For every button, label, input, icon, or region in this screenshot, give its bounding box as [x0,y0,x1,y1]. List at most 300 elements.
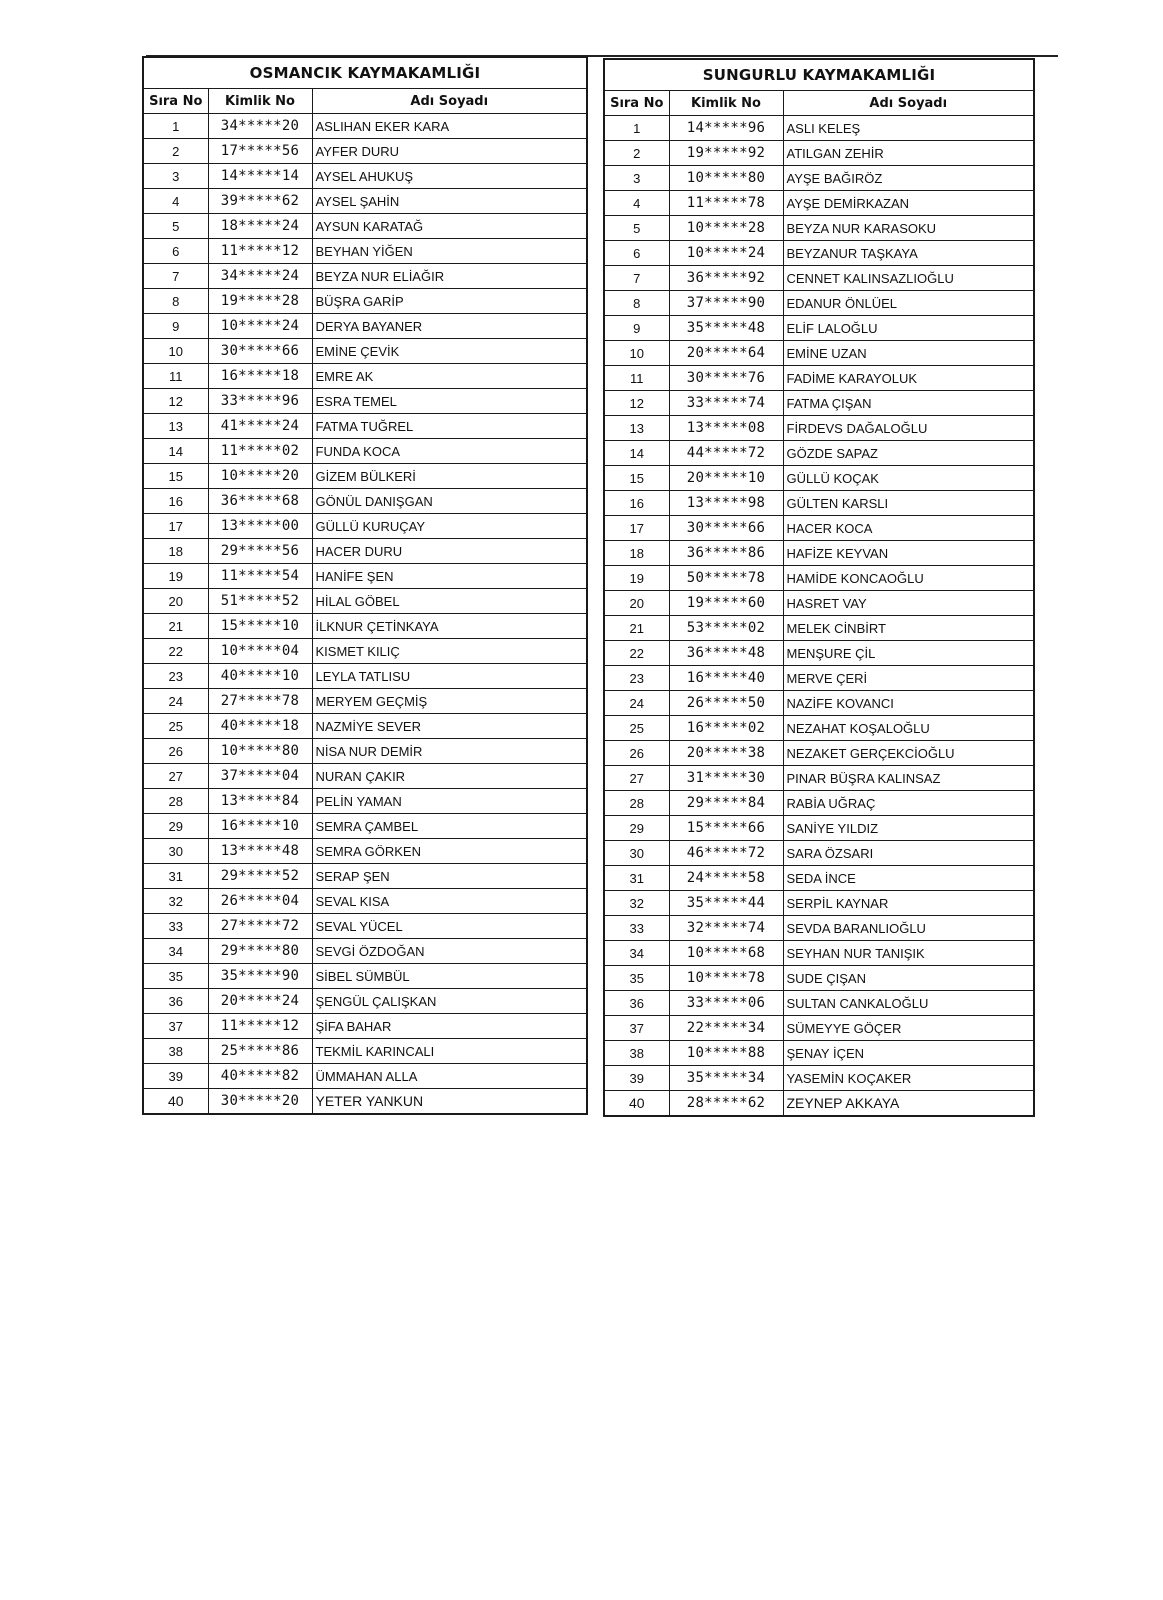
table-row [143,789,587,814]
name-cell: AYSEL ŞAHİN [312,189,587,214]
kimlik-no-cell: 37*****90 [669,291,783,316]
name-cell: HANİFE ŞEN [312,564,587,589]
table-row [143,939,587,964]
row-number: 1 [604,116,669,141]
row-number: 2 [143,139,208,164]
name-cell: HACER DURU [312,539,587,564]
table-row [143,739,587,764]
row-number: 39 [143,1064,208,1089]
name-cell: ŞİFA BAHAR [312,1014,587,1039]
row-number: 39 [604,1066,669,1091]
kimlik-no-cell: 10*****68 [669,941,783,966]
kimlik-no-cell: 20*****38 [669,741,783,766]
table-row [143,664,587,689]
table-row [604,1041,1034,1066]
kimlik-no-cell: 50*****78 [669,566,783,591]
row-number: 40 [604,1091,669,1117]
name-cell: EMİNE UZAN [783,341,1034,366]
row-number: 13 [604,416,669,441]
name-cell: ZEYNEP AKKAYA [783,1091,1034,1117]
name-cell: AYFER DURU [312,139,587,164]
row-number: 2 [604,141,669,166]
name-cell: NİSA NUR DEMİR [312,739,587,764]
name-cell: EDANUR ÖNLÜEL [783,291,1034,316]
table-row [604,516,1034,541]
table-row [604,841,1034,866]
kimlik-no-cell: 15*****10 [208,614,312,639]
table-row [143,189,587,214]
table-row [143,689,587,714]
row-number: 3 [604,166,669,191]
name-cell: FATMA TUĞREL [312,414,587,439]
kimlik-no-cell: 33*****96 [208,389,312,414]
name-cell: AYŞE BAĞIRÖZ [783,166,1034,191]
kimlik-no-cell: 10*****78 [669,966,783,991]
kimlik-no-cell: 36*****68 [208,489,312,514]
table-row [143,364,587,389]
kimlik-no-cell: 27*****72 [208,914,312,939]
kimlik-no-cell: 34*****20 [208,114,312,139]
kimlik-no-cell: 10*****04 [208,639,312,664]
table-row [143,1064,587,1089]
table-row [604,866,1034,891]
row-number: 31 [604,866,669,891]
table-row [143,289,587,314]
kimlik-no-cell: 36*****48 [669,641,783,666]
table-row [604,366,1034,391]
table-row [143,414,587,439]
name-cell: GÖNÜL DANIŞGAN [312,489,587,514]
kimlik-no-cell: 36*****86 [669,541,783,566]
name-cell: SÜMEYYE GÖÇER [783,1016,1034,1041]
kimlik-no-cell: 15*****66 [669,816,783,841]
name-cell: PINAR BÜŞRA KALINSAZ [783,766,1034,791]
row-number: 17 [604,516,669,541]
table-row [604,1066,1034,1091]
kimlik-no-cell: 33*****06 [669,991,783,1016]
kimlik-no-cell: 10*****24 [669,241,783,266]
kimlik-no-cell: 10*****24 [208,314,312,339]
kimlik-no-cell: 16*****18 [208,364,312,389]
row-number: 36 [143,989,208,1014]
row-number: 18 [604,541,669,566]
row-number: 5 [604,216,669,241]
row-number: 20 [604,591,669,616]
kimlik-no-cell: 10*****28 [669,216,783,241]
kimlik-no-cell: 30*****76 [669,366,783,391]
kimlik-no-cell: 11*****12 [208,239,312,264]
table-row [143,989,587,1014]
kimlik-no-cell: 17*****56 [208,139,312,164]
name-cell: EMRE AK [312,364,587,389]
table-row [143,914,587,939]
kimlik-no-cell: 25*****86 [208,1039,312,1064]
name-cell: SEVDA BARANLIOĞLU [783,916,1034,941]
row-number: 4 [143,189,208,214]
table-title: OSMANCIK KAYMAKAMLIĞI [143,57,587,89]
kimlik-no-cell: 30*****20 [208,1089,312,1115]
kimlik-no-cell: 27*****78 [208,689,312,714]
kimlik-no-cell: 36*****92 [669,266,783,291]
row-number: 7 [604,266,669,291]
kimlik-no-cell: 10*****80 [669,166,783,191]
table-row [143,489,587,514]
table-row [143,1039,587,1064]
kimlik-no-cell: 19*****92 [669,141,783,166]
table-row [604,766,1034,791]
table-row [143,114,587,139]
name-cell: ASLI KELEŞ [783,116,1034,141]
table-row [604,966,1034,991]
table-row [143,439,587,464]
row-number: 16 [604,491,669,516]
table-row [143,164,587,189]
row-number: 33 [604,916,669,941]
table-row [143,889,587,914]
table-title: SUNGURLU KAYMAKAMLIĞI [604,59,1034,91]
row-number: 12 [604,391,669,416]
name-cell: DERYA BAYANER [312,314,587,339]
kimlik-no-cell: 20*****10 [669,466,783,491]
kimlik-no-cell: 35*****48 [669,316,783,341]
row-number: 30 [143,839,208,864]
table-row [604,691,1034,716]
name-cell: HAFİZE KEYVAN [783,541,1034,566]
table-row [143,964,587,989]
row-number: 27 [604,766,669,791]
name-cell: MELEK CİNBİRT [783,616,1034,641]
kimlik-no-cell: 16*****10 [208,814,312,839]
table-row [604,716,1034,741]
table-row [604,891,1034,916]
row-number: 19 [604,566,669,591]
table-row [604,441,1034,466]
name-cell: FADİME KARAYOLUK [783,366,1034,391]
name-cell: KISMET KILIÇ [312,639,587,664]
name-cell: BEYHAN YİĞEN [312,239,587,264]
table-row [604,741,1034,766]
name-cell: MENŞURE ÇİL [783,641,1034,666]
table-row [604,291,1034,316]
row-number: 28 [604,791,669,816]
name-cell: SEDA İNCE [783,866,1034,891]
name-cell: ÜMMAHAN ALLA [312,1064,587,1089]
row-number: 1 [143,114,208,139]
row-number: 22 [143,639,208,664]
kimlik-no-cell: 44*****72 [669,441,783,466]
table-row [143,639,587,664]
table-row [604,641,1034,666]
name-cell: NURAN ÇAKIR [312,764,587,789]
name-cell: SEMRA GÖRKEN [312,839,587,864]
kimlik-no-cell: 26*****50 [669,691,783,716]
name-cell: SANİYE YILDIZ [783,816,1034,841]
kimlik-no-cell: 40*****82 [208,1064,312,1089]
table-row [604,216,1034,241]
table-row [604,191,1034,216]
kimlik-no-cell: 40*****18 [208,714,312,739]
row-number: 34 [143,939,208,964]
kimlik-no-cell: 13*****84 [208,789,312,814]
name-cell: GİZEM BÜLKERİ [312,464,587,489]
table-row [604,491,1034,516]
table-row [143,714,587,739]
table-row [143,139,587,164]
table-row [604,241,1034,266]
row-number: 31 [143,864,208,889]
name-cell: NEZAHAT KOŞALOĞLU [783,716,1034,741]
name-cell: SEVAL KISA [312,889,587,914]
row-number: 22 [604,641,669,666]
row-number: 17 [143,514,208,539]
kimlik-no-cell: 11*****78 [669,191,783,216]
name-cell: İLKNUR ÇETİNKAYA [312,614,587,639]
name-cell: SERPİL KAYNAR [783,891,1034,916]
header-sira-no: Sıra No [143,89,208,114]
name-cell: SİBEL SÜMBÜL [312,964,587,989]
row-number: 28 [143,789,208,814]
kimlik-no-cell: 29*****52 [208,864,312,889]
row-number: 26 [143,739,208,764]
table-row [604,541,1034,566]
name-cell: FUNDA KOCA [312,439,587,464]
kimlik-no-cell: 46*****72 [669,841,783,866]
header-adi-soyadi: Adı Soyadı [312,89,587,114]
kimlik-no-cell: 11*****12 [208,1014,312,1039]
row-number: 25 [604,716,669,741]
name-cell: FİRDEVS DAĞALOĞLU [783,416,1034,441]
kimlik-no-cell: 41*****24 [208,414,312,439]
row-number: 37 [143,1014,208,1039]
table-row [604,316,1034,341]
table-row [143,314,587,339]
kimlik-no-cell: 31*****30 [669,766,783,791]
row-number: 38 [604,1041,669,1066]
table-row [604,666,1034,691]
kimlik-no-cell: 20*****64 [669,341,783,366]
kimlik-no-cell: 11*****54 [208,564,312,589]
name-cell: SEMRA ÇAMBEL [312,814,587,839]
name-cell: SUDE ÇIŞAN [783,966,1034,991]
row-number: 35 [143,964,208,989]
row-number: 8 [143,289,208,314]
sungurlu-table [603,58,1035,1117]
kimlik-no-cell: 18*****24 [208,214,312,239]
kimlik-no-cell: 24*****58 [669,866,783,891]
name-cell: HAMİDE KONCAOĞLU [783,566,1034,591]
table-row [604,991,1034,1016]
table-row [604,566,1034,591]
table-row [604,591,1034,616]
row-number: 23 [143,664,208,689]
name-cell: ŞENAY İÇEN [783,1041,1034,1066]
row-number: 19 [143,564,208,589]
name-cell: PELİN YAMAN [312,789,587,814]
kimlik-no-cell: 30*****66 [669,516,783,541]
row-number: 18 [143,539,208,564]
table-row [604,391,1034,416]
table-row [604,116,1034,141]
row-number: 38 [143,1039,208,1064]
kimlik-no-cell: 35*****90 [208,964,312,989]
table-row [604,466,1034,491]
name-cell: LEYLA TATLISU [312,664,587,689]
row-number: 21 [604,616,669,641]
kimlik-no-cell: 53*****02 [669,616,783,641]
kimlik-no-cell: 40*****10 [208,664,312,689]
kimlik-no-cell: 10*****80 [208,739,312,764]
table-row [143,339,587,364]
kimlik-no-cell: 26*****04 [208,889,312,914]
row-number: 37 [604,1016,669,1041]
row-number: 32 [143,889,208,914]
name-cell: ŞENGÜL ÇALIŞKAN [312,989,587,1014]
kimlik-no-cell: 10*****88 [669,1041,783,1066]
row-number: 35 [604,966,669,991]
row-number: 25 [143,714,208,739]
header-sira-no: Sıra No [604,91,669,116]
name-cell: GÜLLÜ KOÇAK [783,466,1034,491]
header-kimlik-no: Kimlik No [669,91,783,116]
row-number: 26 [604,741,669,766]
table-row [143,1014,587,1039]
kimlik-no-cell: 35*****44 [669,891,783,916]
name-cell: SEVGİ ÖZDOĞAN [312,939,587,964]
kimlik-no-cell: 29*****56 [208,539,312,564]
row-number: 36 [604,991,669,1016]
kimlik-no-cell: 14*****96 [669,116,783,141]
name-cell: HASRET VAY [783,591,1034,616]
row-number: 29 [604,816,669,841]
row-number: 24 [143,689,208,714]
table-row [143,589,587,614]
row-number: 7 [143,264,208,289]
row-number: 14 [604,441,669,466]
row-number: 33 [143,914,208,939]
row-number: 15 [143,464,208,489]
row-number: 15 [604,466,669,491]
name-cell: MERYEM GEÇMİŞ [312,689,587,714]
table-row [604,166,1034,191]
row-number: 29 [143,814,208,839]
row-number: 8 [604,291,669,316]
kimlik-no-cell: 16*****02 [669,716,783,741]
name-cell: SERAP ŞEN [312,864,587,889]
name-cell: CENNET KALINSAZLIOĞLU [783,266,1034,291]
row-number: 12 [143,389,208,414]
name-cell: FATMA ÇIŞAN [783,391,1034,416]
kimlik-no-cell: 19*****60 [669,591,783,616]
name-cell: TEKMİL KARINCALI [312,1039,587,1064]
kimlik-no-cell: 33*****74 [669,391,783,416]
name-cell: SULTAN CANKALOĞLU [783,991,1034,1016]
name-cell: GÜLTEN KARSLI [783,491,1034,516]
table-row [143,389,587,414]
row-number: 32 [604,891,669,916]
kimlik-no-cell: 22*****34 [669,1016,783,1041]
kimlik-no-cell: 28*****62 [669,1091,783,1117]
name-cell: BEYZANUR TAŞKAYA [783,241,1034,266]
row-number: 13 [143,414,208,439]
row-number: 27 [143,764,208,789]
table-row [604,341,1034,366]
table-row [143,839,587,864]
table-row [604,416,1034,441]
table-row [604,1016,1034,1041]
row-number: 10 [143,339,208,364]
name-cell: ELİF LALOĞLU [783,316,1034,341]
table-row [143,1089,587,1115]
row-number: 5 [143,214,208,239]
table-row [604,916,1034,941]
name-cell: RABİA UĞRAÇ [783,791,1034,816]
kimlik-no-cell: 14*****14 [208,164,312,189]
table-row [143,564,587,589]
kimlik-no-cell: 29*****80 [208,939,312,964]
table-row [143,539,587,564]
row-number: 11 [604,366,669,391]
table-row [604,1091,1034,1117]
table-row [143,214,587,239]
kimlik-no-cell: 13*****48 [208,839,312,864]
name-cell: GÜLLÜ KURUÇAY [312,514,587,539]
kimlik-no-cell: 51*****52 [208,589,312,614]
table-row [604,816,1034,841]
kimlik-no-cell: 20*****24 [208,989,312,1014]
kimlik-no-cell: 13*****00 [208,514,312,539]
name-cell: EMİNE ÇEVİK [312,339,587,364]
kimlik-no-cell: 32*****74 [669,916,783,941]
name-cell: BÜŞRA GARİP [312,289,587,314]
name-cell: ASLIHAN EKER KARA [312,114,587,139]
kimlik-no-cell: 11*****02 [208,439,312,464]
table-row [143,764,587,789]
row-number: 4 [604,191,669,216]
row-number: 10 [604,341,669,366]
name-cell: SEYHAN NUR TANIŞIK [783,941,1034,966]
row-number: 9 [143,314,208,339]
name-cell: AYSEL AHUKUŞ [312,164,587,189]
row-number: 9 [604,316,669,341]
table-row [143,614,587,639]
row-number: 23 [604,666,669,691]
table-row [143,264,587,289]
name-cell: GÖZDE SAPAZ [783,441,1034,466]
table-row [604,266,1034,291]
name-cell: SEVAL YÜCEL [312,914,587,939]
row-number: 6 [604,241,669,266]
kimlik-no-cell: 13*****98 [669,491,783,516]
name-cell: ESRA TEMEL [312,389,587,414]
table-row [604,941,1034,966]
row-number: 6 [143,239,208,264]
table-row [143,514,587,539]
header-adi-soyadi: Adı Soyadı [783,91,1034,116]
kimlik-no-cell: 30*****66 [208,339,312,364]
table-row [143,864,587,889]
osmancik-table [142,56,588,1115]
table-row [143,464,587,489]
row-number: 34 [604,941,669,966]
kimlik-no-cell: 16*****40 [669,666,783,691]
row-number: 16 [143,489,208,514]
row-number: 14 [143,439,208,464]
kimlik-no-cell: 13*****08 [669,416,783,441]
table-row [604,791,1034,816]
kimlik-no-cell: 35*****34 [669,1066,783,1091]
row-number: 20 [143,589,208,614]
name-cell: BEYZA NUR ELİAĞIR [312,264,587,289]
